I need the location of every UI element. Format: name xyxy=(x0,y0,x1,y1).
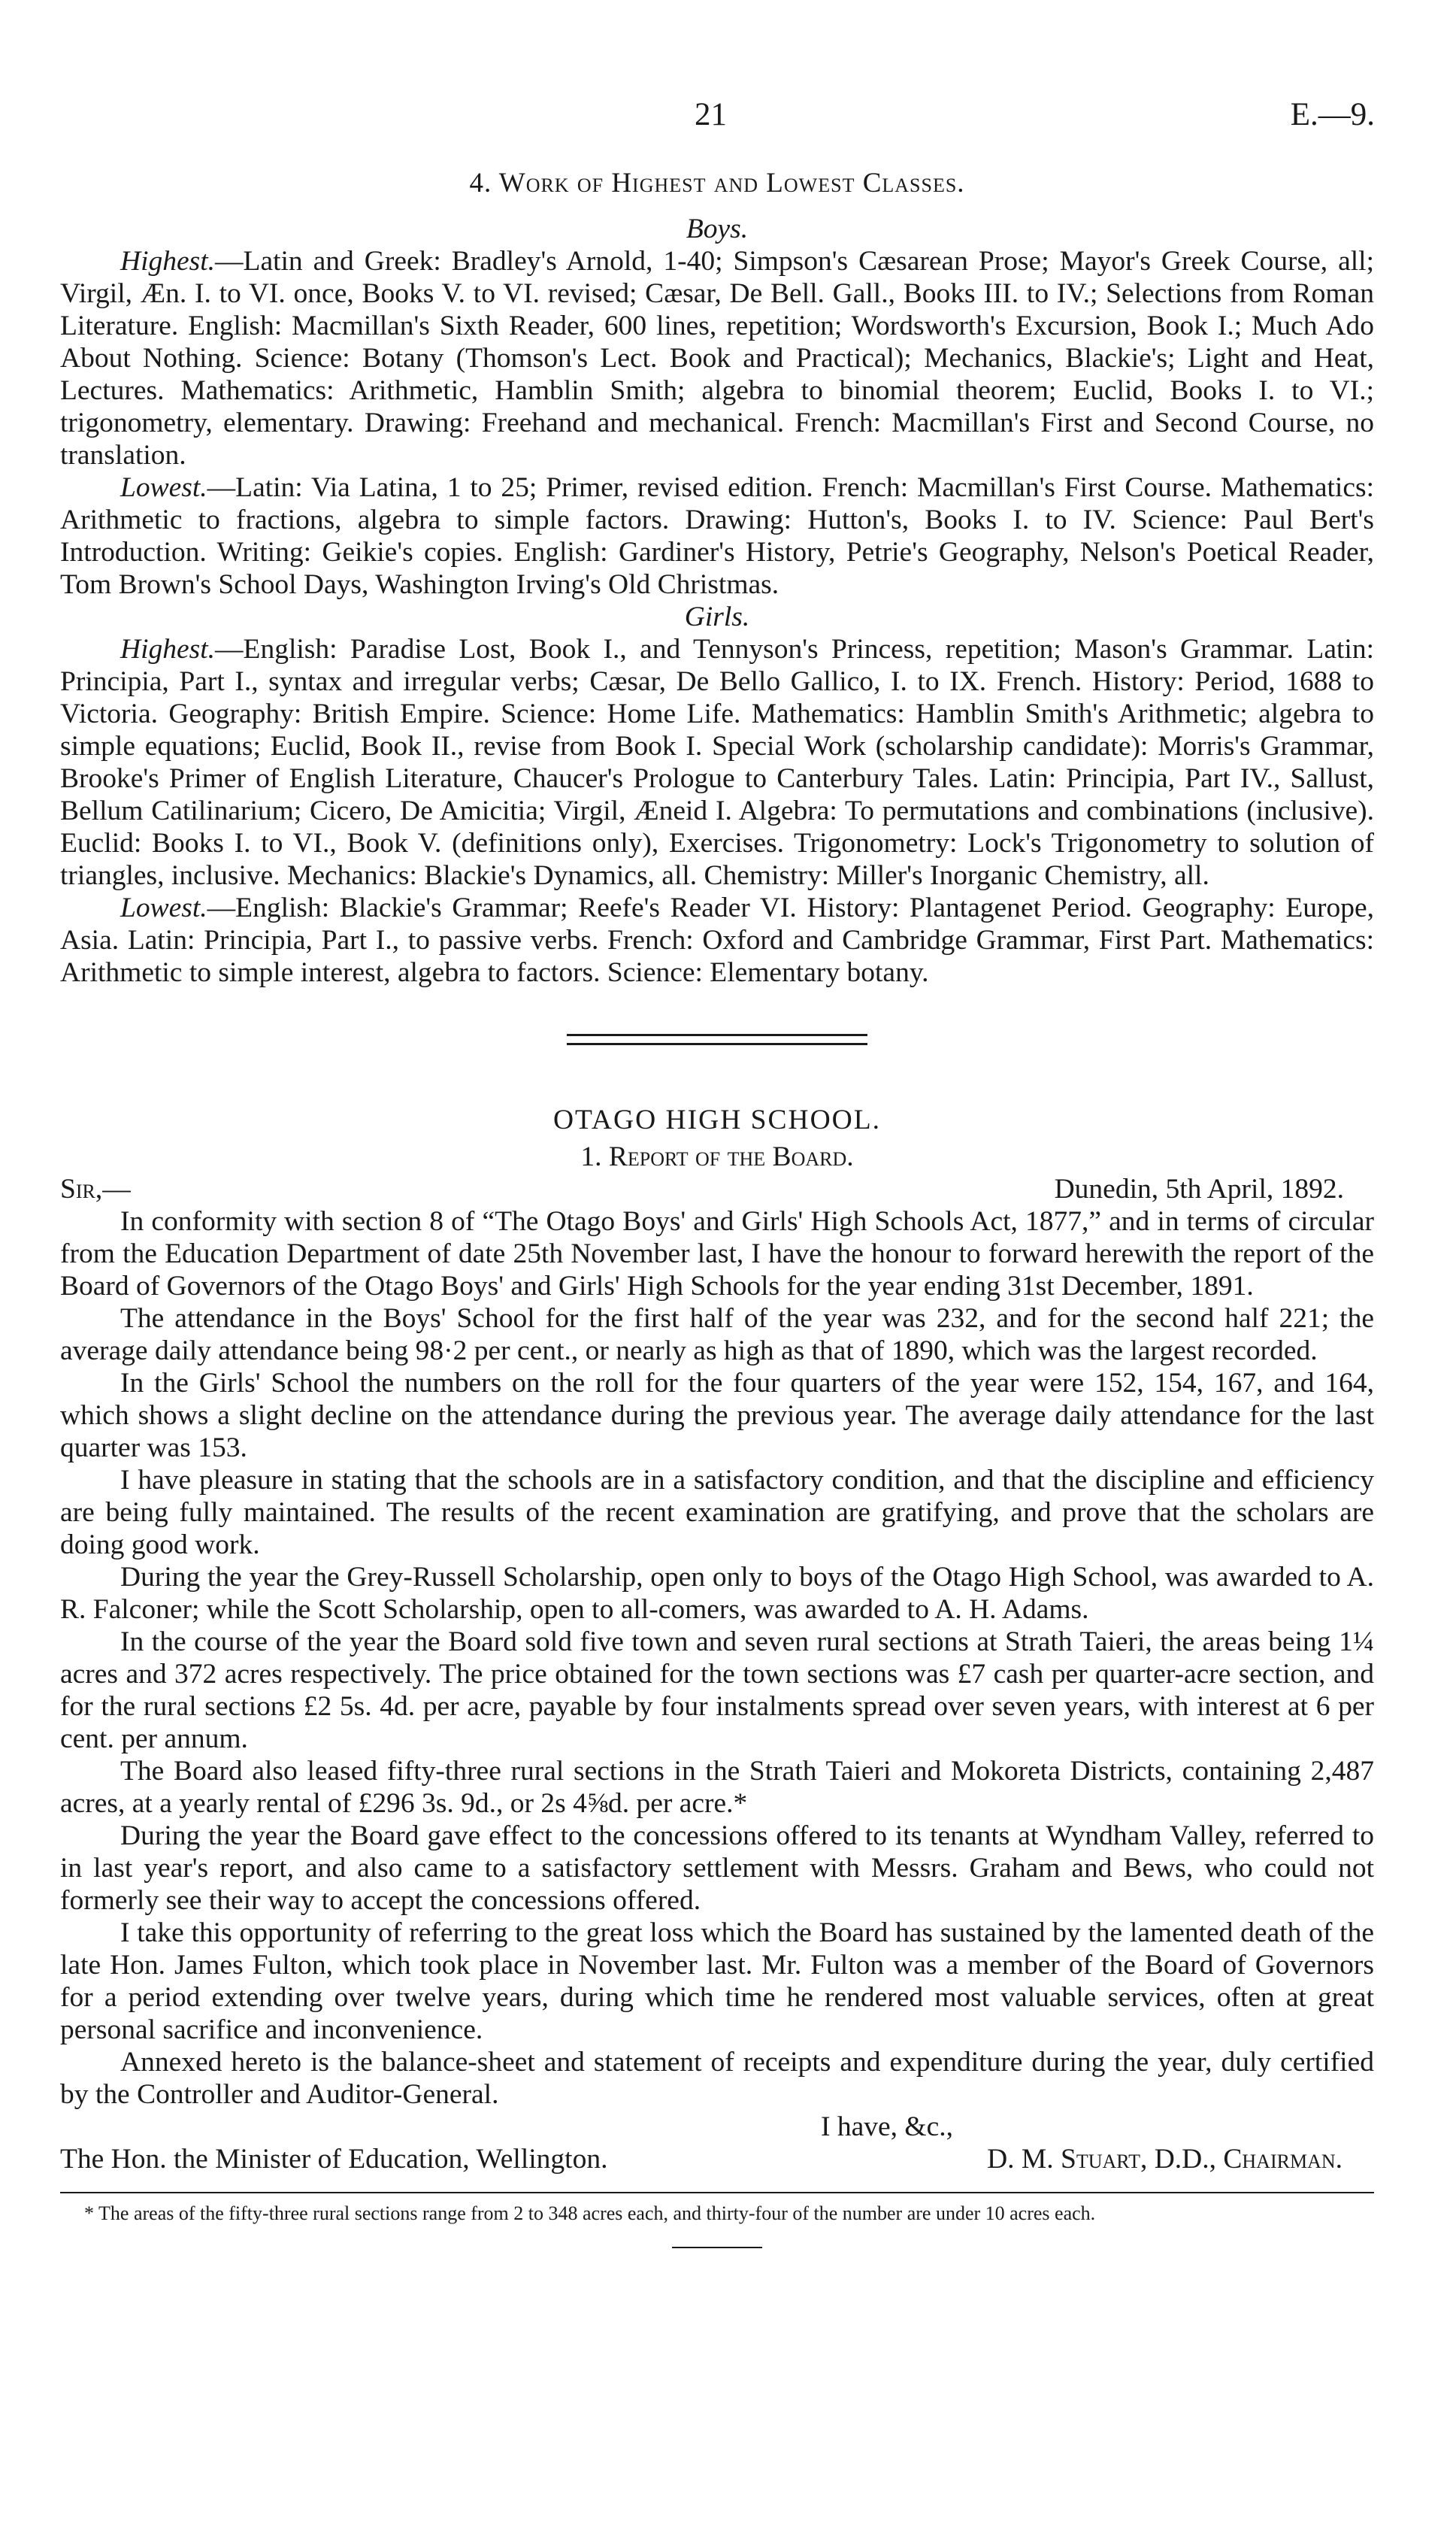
girls-heading: Girls. xyxy=(684,602,750,632)
boys-lowest-text: —Latin: Via Latina, 1 to 25; Primer, revised edition. French: Macmillan's First Course. Mathematics: Arithmetic to fractions, algebra to simple factors. Drawing: Hutton's, Books I. to IV. Science: Paul Bert's Introduction. Writing: Geikie's copies. English: Gardiner's History, Petrie's Geography, Nelson's Poetical Reader, Tom Brown's School Days, Washington Irving's Old Christmas. xyxy=(60,472,1374,600)
signoff: I have, &c., xyxy=(821,2111,953,2142)
report-title: 1. Report of the Board. xyxy=(580,1141,854,1172)
school-title: OTAGO HIGH SCHOOL. xyxy=(552,1105,882,1135)
boys-highest-paragraph xyxy=(60,245,1374,471)
salutation-line xyxy=(60,1173,1374,1205)
page-content xyxy=(60,167,1374,2248)
end-rule xyxy=(672,2247,762,2248)
addressee: The Hon. the Minister of Education, Wellington. xyxy=(60,2144,608,2175)
girls-lowest-lead: Lowest. xyxy=(120,893,207,923)
section-divider xyxy=(567,1034,867,1045)
signature: D. M. Stuart, D.D., Chairman. xyxy=(987,2144,1342,2175)
footnote: * The areas of the fifty-three rural sections range from 2 to 348 acres each, and thirty-four of the number are under 10 acres each. xyxy=(84,2202,1096,2224)
report-paragraph: The attendance in the Boys' School for the first half of the year was 232, and for the second half 221; the average daily attendance being 98·2 per cent., or nearly as high as that of 1890, which was the largest recorded. xyxy=(60,1303,1374,1366)
report-paragraph: I have pleasure in stating that the schools are in a satisfactory condition, and that the discipline and efficiency are being fully maintained. The results of the recent examination are gratifying, and prove that the scholars are doing good work. xyxy=(60,1465,1374,1560)
boys-highest-text: —Latin and Greek: Bradley's Arnold, 1-40; Simpson's Cæsarean Prose; Mayor's Greek Course, all; Virgil, Æn. I. to VI. once, Books V. to VI. revised; Cæsar, De Bell. Gall., Books III. to IV.; Selections from Roman Literature. English: Macmillan's Sixth Reader, 600 lines, repetition; Wordsworth's Excursion, Book I.; Much Ado About Nothing. Science: Botany (Thomson's Lect. Book and Practical); Mechanics, Blackie's; Light and Heat, Lectures. Mathematics: Arithmetic, Hamblin Smith; algebra to binomial theorem; Euclid, Books I. to VI.; trigonometry, elementary. Drawing: Freehand and mechanical. French: Macmillan's First and Second Course, no translation. xyxy=(60,246,1374,471)
document-reference: E.—9. xyxy=(1290,97,1375,132)
report-paragraph: In conformity with section 8 of “The Otago Boys' and Girls' High Schools Act, 1877,” and in terms of circular from the Education Department of date 25th November last, I have the honour to forward herewith the report of the Board of Governors of the Otago Boys' and Girls' High Schools for the year ending 31st December, 1891. xyxy=(60,1206,1374,1302)
boys-highest-lead: Highest. xyxy=(120,246,216,277)
salutation: Sir,— xyxy=(60,1174,131,1205)
signature-line xyxy=(60,2143,1374,2175)
report-paragraph: I take this opportunity of referring to the great loss which the Board has sustained by the lamented death of the late Hon. James Fulton, which took place in November last. Mr. Fulton was a member of the Board of Governors for a period extending over twelve years, during which time he rendered most valuable services, often at great personal sacrifice and inconvenience. xyxy=(60,1917,1374,2045)
girls-highest-text: —English: Paradise Lost, Book I., and Tennyson's Princess, repetition; Mason's Grammar. Latin: Principia, Part I., syntax and irregular verbs; Cæsar, De Bello Gallico, I. to IX. French. History: Period, 1688 to Victoria. Geography: British Empire. Science: Home Life. Mathematics: Hamblin Smith's Arithmetic; algebra to simple equations; Euclid, Book II., revise from Book I. Special Work (scholarship candidate): Morris's Grammar, Brooke's Primer of English Literature, Chaucer's Prologue to Canterbury Tales. Latin: Principia, Part IV., Sallust, Bellum Catilinarium; Cicero, De Amicitia; Virgil, Æneid I. Algebra: To permutations and combinations (inclusive). Euclid: Books I. to VI., Book V. (definitions only), Exercises. Trigonometry: Lock's Trigonometry to solution of triangles, inclusive. Mechanics: Blackie's Dynamics, all. Chemistry: Miller's Inorganic Chemistry, all. xyxy=(60,634,1374,891)
girls-lowest-text: —English: Blackie's Grammar; Reefe's Reader VI. History: Plantagenet Period. Geography: Europe, Asia. Latin: Principia, Part I., to passive verbs. French: Oxford and Cambridge Grammar, First Part. Mathematics: Arithmetic to simple interest, algebra to factors. Science: Elementary botany. xyxy=(60,893,1374,988)
boys-heading: Boys. xyxy=(686,214,749,244)
page-header xyxy=(0,96,1456,141)
section-title: 4. Work of Highest and Lowest Classes. xyxy=(469,168,965,199)
page-number: 21 xyxy=(695,97,727,132)
report-paragraph: The Board also leased fifty-three rural sections in the Strath Taieri and Mokoreta Districts, containing 2,487 acres, at a yearly rental of £296 3s. 9d., or 2s 4⅝d. per acre.* xyxy=(60,1756,1374,1819)
report-paragraph: Annexed hereto is the balance-sheet and statement of receipts and expenditure during the year, duly certified by the Controller and Auditor-General. xyxy=(60,2047,1374,2110)
footnote-rule xyxy=(60,2192,1374,2194)
report-paragraph: During the year the Board gave effect to the concessions offered to its tenants at Wyndham Valley, referred to in last year's report, and also came to a satisfactory settlement with Messrs. Graham and Bews, who could not formerly see their way to accept the concessions offered. xyxy=(60,1820,1374,1916)
place-date: Dunedin, 5th April, 1892. xyxy=(1054,1174,1344,1205)
girls-highest-lead: Highest. xyxy=(120,634,216,665)
girls-highest-paragraph xyxy=(60,633,1374,892)
report-paragraph: During the year the Grey-Russell Scholarship, open only to boys of the Otago High School, was awarded to A. R. Falconer; while the Scott Scholarship, open to all-comers, was awarded to A. H. Adams. xyxy=(60,1562,1374,1625)
report-paragraph: In the Girls' School the numbers on the roll for the four quarters of the year were 152, 154, 167, and 164, which shows a slight decline on the attendance during the previous year. The average daily attendance for the last quarter was 153. xyxy=(60,1368,1374,1463)
boys-lowest-lead: Lowest. xyxy=(120,472,207,503)
report-paragraph: In the course of the year the Board sold five town and seven rural sections at Strath Taieri, the areas being 1¼ acres and 372 acres respectively. The price obtained for the town sections was £7 cash per quarter-acre section, and for the rural sections £2 5s. 4d. per acre, payable by four instalments spread over seven years, with interest at 6 per cent. per annum. xyxy=(60,1626,1374,1754)
boys-lowest-paragraph xyxy=(60,471,1374,601)
girls-lowest-paragraph xyxy=(60,892,1374,989)
